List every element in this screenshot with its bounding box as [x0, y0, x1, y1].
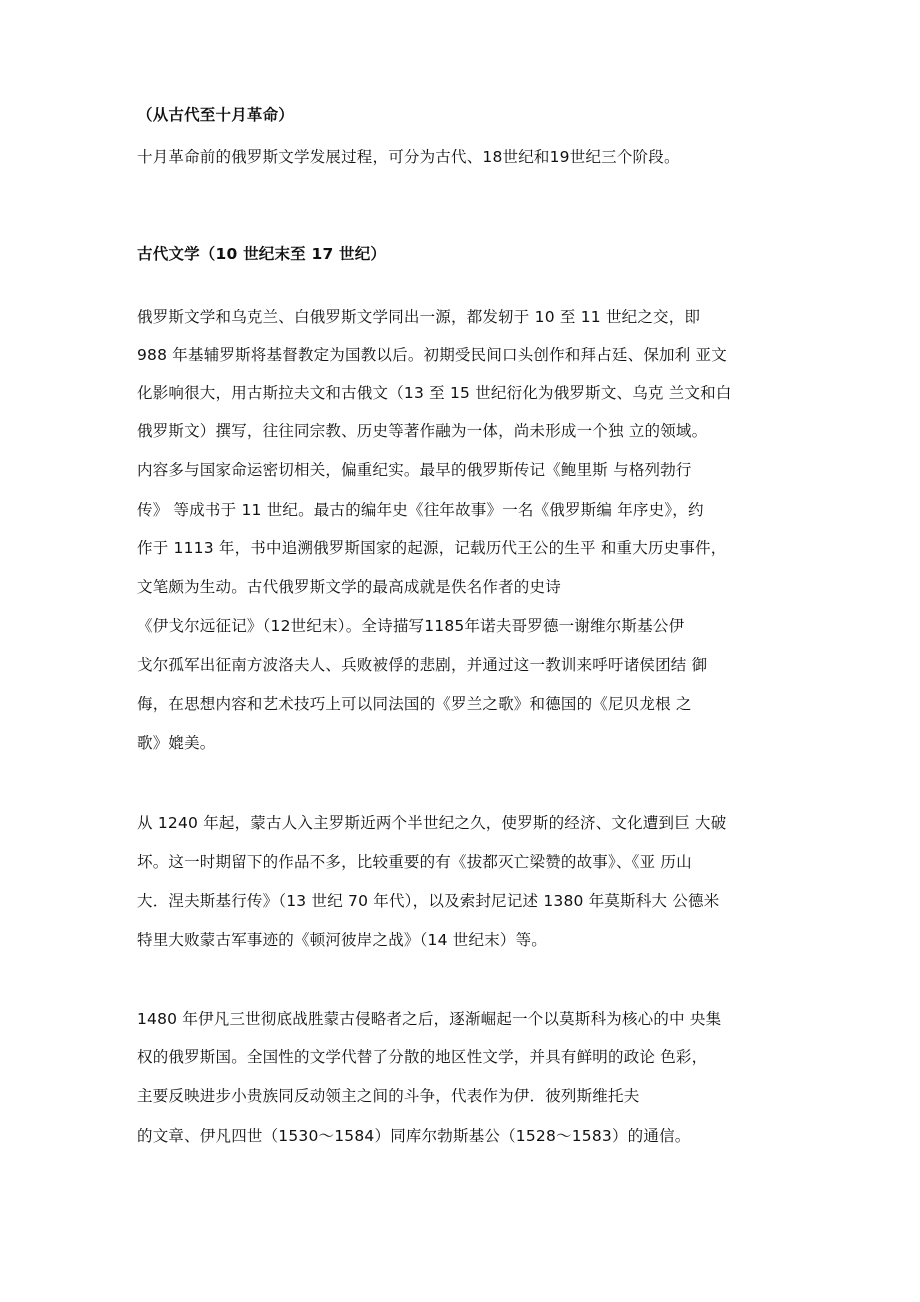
document-subtitle: （从古代至十月革命）: [137, 106, 295, 124]
paragraph-1-line-1: 俄罗斯文学和乌克兰、白俄罗斯文学同出一源，都发轫于 10 至 11 世纪之交，即: [137, 308, 701, 326]
paragraph-1-line-3: 化影响很大，用古斯拉夫文和古俄文（13 至 15 世纪衍化为俄罗斯文、乌克 兰文和白: [137, 384, 732, 402]
paragraph-2-line-4: 特里大败蒙古军事迹的《顿河彼岸之战》（14 世纪末）等。: [137, 931, 548, 949]
paragraph-1-line-9: 《伊戈尔远征记》（12世纪末）。全诗描写1185年诺夫哥罗德一谢维尔斯基公伊: [137, 617, 685, 635]
paragraph-1-line-4: 俄罗斯文）撰写，往往同宗教、历史等著作融为一体，尚未形成一个独 立的领域。: [137, 422, 708, 440]
paragraph-3-line-2: 权的俄罗斯国。全国性的文学代替了分散的地区性文学，并具有鲜明的政论 色彩，: [137, 1048, 708, 1066]
paragraph-1-line-10: 戈尔孤军出征南方波洛夫人、兵败被俘的悲剧，并通过这一教训来呼吁诸侯团结 御: [137, 656, 708, 674]
paragraph-1-line-2: 988 年基辅罗斯将基督教定为国教以后。初期受民间口头创作和拜占廷、保加利 亚文: [137, 346, 727, 364]
section-heading: 古代文学（10 世纪末至 17 世纪）: [137, 245, 387, 263]
paragraph-3-line-1: 1480 年伊凡三世彻底战胜蒙古侵略者之后，逐渐崛起一个以莫斯科为核心的中 央集: [137, 1010, 722, 1028]
paragraph-1-line-12: 歌》媲美。: [137, 734, 216, 752]
paragraph-2-line-2: 坏。这一时期留下的作品不多，比较重要的有《拔都灭亡梁赞的故事》、《亚 历山: [137, 853, 692, 871]
paragraph-3-line-4: 的文章、伊凡四世（1530〜1584）同库尔勃斯基公（1528〜1583）的通信。: [137, 1127, 691, 1145]
paragraph-1-line-7: 作于 1113 年，书中追溯俄罗斯国家的起源，记载历代王公的生平 和重大历史事件，: [137, 539, 727, 557]
paragraph-1-line-5: 内容多与国家命运密切相关，偏重纪实。最早的俄罗斯传记《鲍里斯 与格列勃行: [137, 461, 692, 479]
intro-line: 十月革命前的俄罗斯文学发展过程，可分为古代、18世纪和19世纪三个阶段。: [137, 148, 680, 166]
paragraph-1-line-11: 侮，在思想内容和艺术技巧上可以同法国的《罗兰之歌》和德国的《尼贝龙根 之: [137, 695, 692, 713]
paragraph-3-line-3: 主要反映进步小贵族同反动领主之间的斗争，代表作为伊．彼列斯维托夫: [137, 1087, 640, 1105]
paragraph-1-line-6: 传》 等成书于 11 世纪。最古的编年史《往年故事》一名《俄罗斯编 年序史》，约: [137, 501, 704, 519]
paragraph-1-line-8: 文笔颇为生动。古代俄罗斯文学的最高成就是佚名作者的史诗: [137, 578, 561, 596]
paragraph-2-line-3: 大．涅夫斯基行传》（13 世纪 70 年代），以及索封尼记述 1380 年莫斯科大 公德米: [137, 892, 720, 910]
paragraph-2-line-1: 从 1240 年起，蒙古人入主罗斯近两个半世纪之久，使罗斯的经济、文化遭到巨 大破: [137, 814, 727, 832]
